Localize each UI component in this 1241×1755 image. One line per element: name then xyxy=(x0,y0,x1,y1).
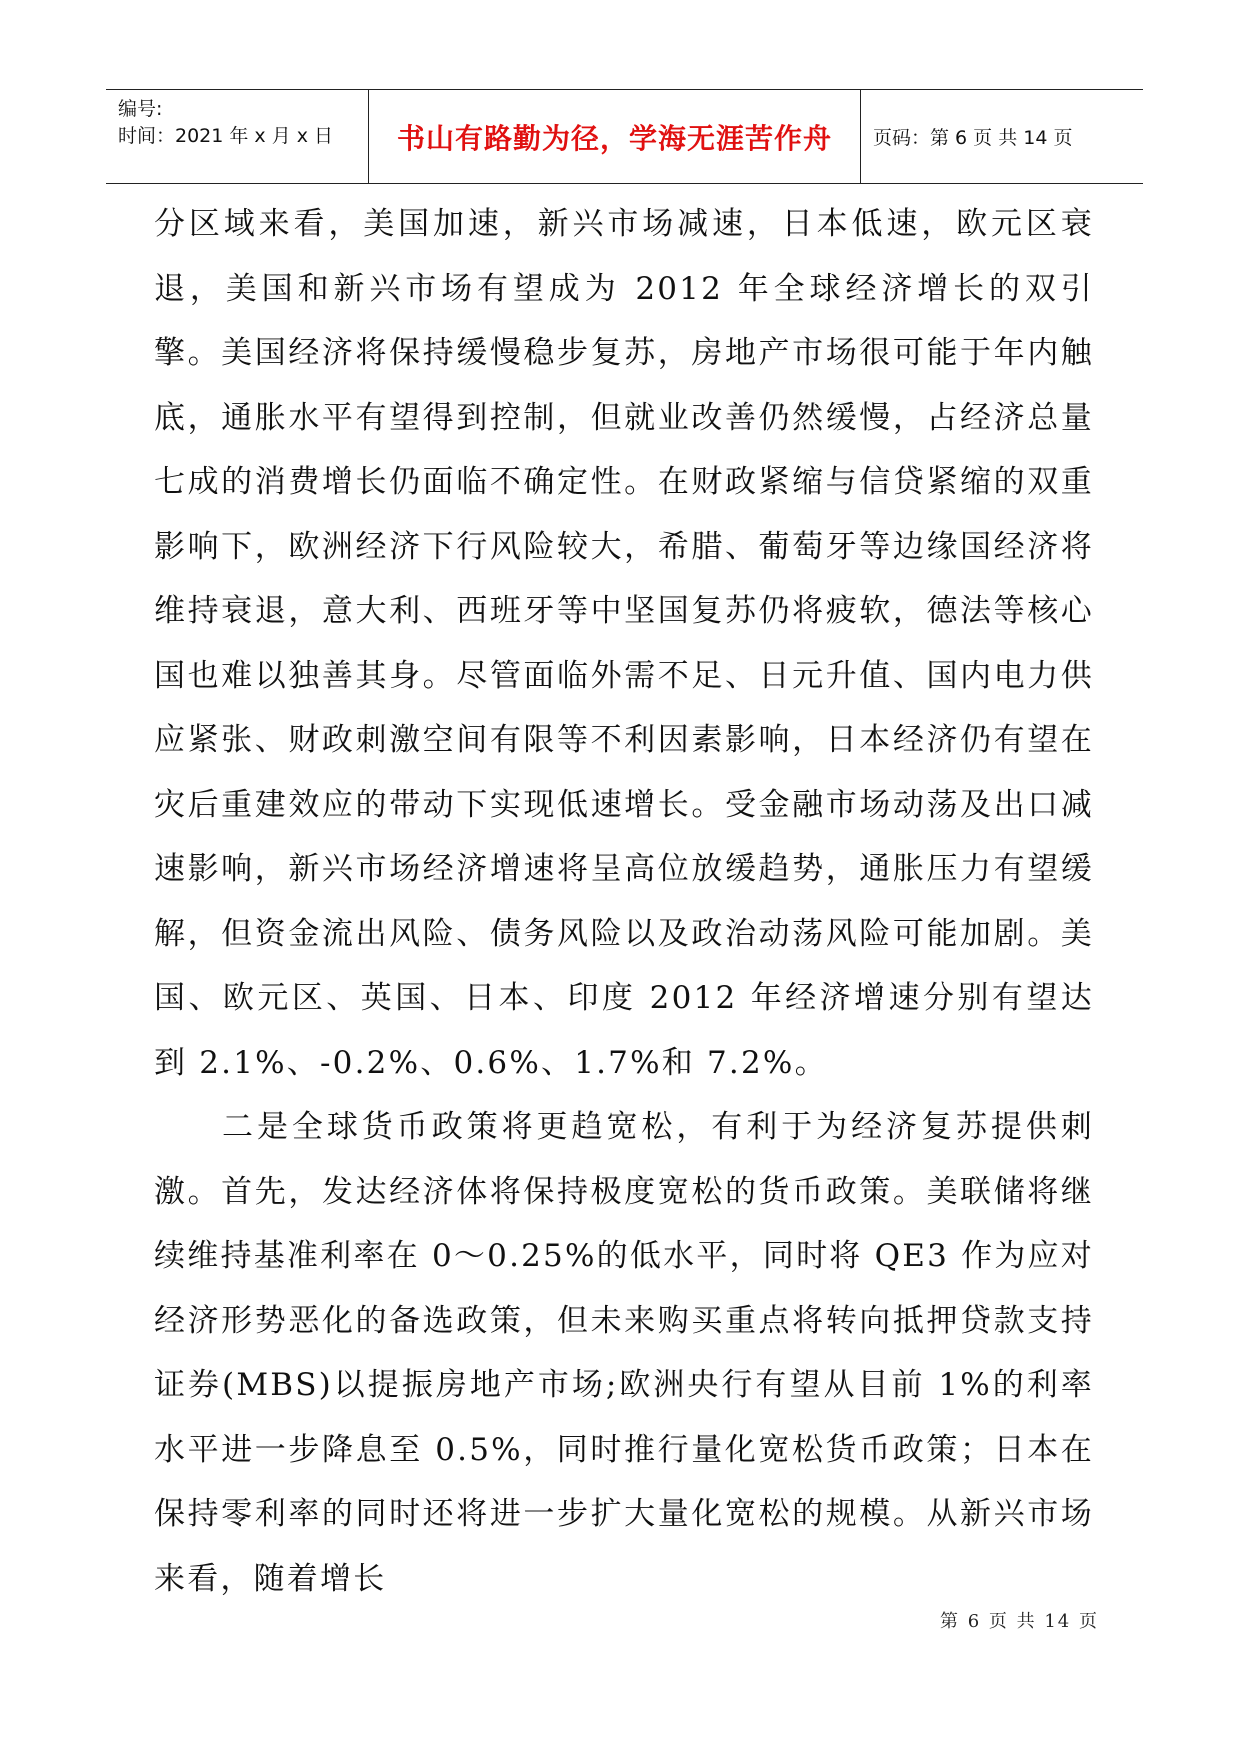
header-meta xyxy=(106,90,369,183)
header-motto-cell xyxy=(369,90,861,183)
header-page-number: 页码：第 6 页 共 14 页 xyxy=(873,127,1073,149)
body-paragraph: 分区域来看，美国加速，新兴市场减速，日本低速，欧元区衰退，美国和新兴市场有望成为 2012 年全球经济增长的双引擎。美国经济将保持缓慢稳步复苏，房地产市场很可能于年内触底，通胀水平有望得到控制，但就业改善仍然缓慢，占经济总量七成的消费增长仍面临不确定性。在财政紧缩与信贷紧缩的双重影响下，欧洲经济下行风险较大，希腊、葡萄牙等边缘国经济将维持衰退，意大利、西班牙等中坚国复苏仍将疲软，德法等核心国也难以独善其身。尽管面临外需不足、日元升值、国内电力供应紧张、财政刺激空间有限等不利因素影响，日本经济仍有望在灾后重建效应的带动下实现低速增长。受金融市场动荡及出口减速影响，新兴市场经济增速将呈高位放缓趋势，通胀压力有望缓解，但资金流出风险、债务风险以及政治动荡风险可能加剧。美国、欧元区、英国、日本、印度 2012 年经济增速分别有望达到 2.1%、-0.2%、0.6%、1.7%和 7.2%。 xyxy=(154,206,1094,1081)
document-body xyxy=(154,192,1094,1611)
header-page-cell xyxy=(861,90,1143,183)
header-motto: 书山有路勤为径，学海无涯苦作舟 xyxy=(396,121,832,155)
page-header xyxy=(106,89,1143,184)
body-paragraph: 二是全球货币政策将更趋宽松，有利于为经济复苏提供刺激。首先，发达经济体将保持极度宽松的货币政策。美联储将继续维持基准利率在 0～0.25%的低水平，同时将 QE3 作为应对经济形势恶化的备选政策，但未来购买重点将转向抵押贷款支持证券(MBS)以提振房地产市场;欧洲央行有望从目前 1%的利率水平进一步降息至 0.5%，同时推行量化宽松货币政策；日本在保持零利率的同时还将进一步扩大量化宽松的规模。从新兴市场来看，随着增长 xyxy=(154,1109,1094,1597)
document-number-label: 编号: xyxy=(118,98,163,120)
document-time-label: 时间：2021 年 x 月 x 日 xyxy=(118,125,334,147)
page-footer: 第 6 页 共 14 页 xyxy=(940,1611,1099,1632)
